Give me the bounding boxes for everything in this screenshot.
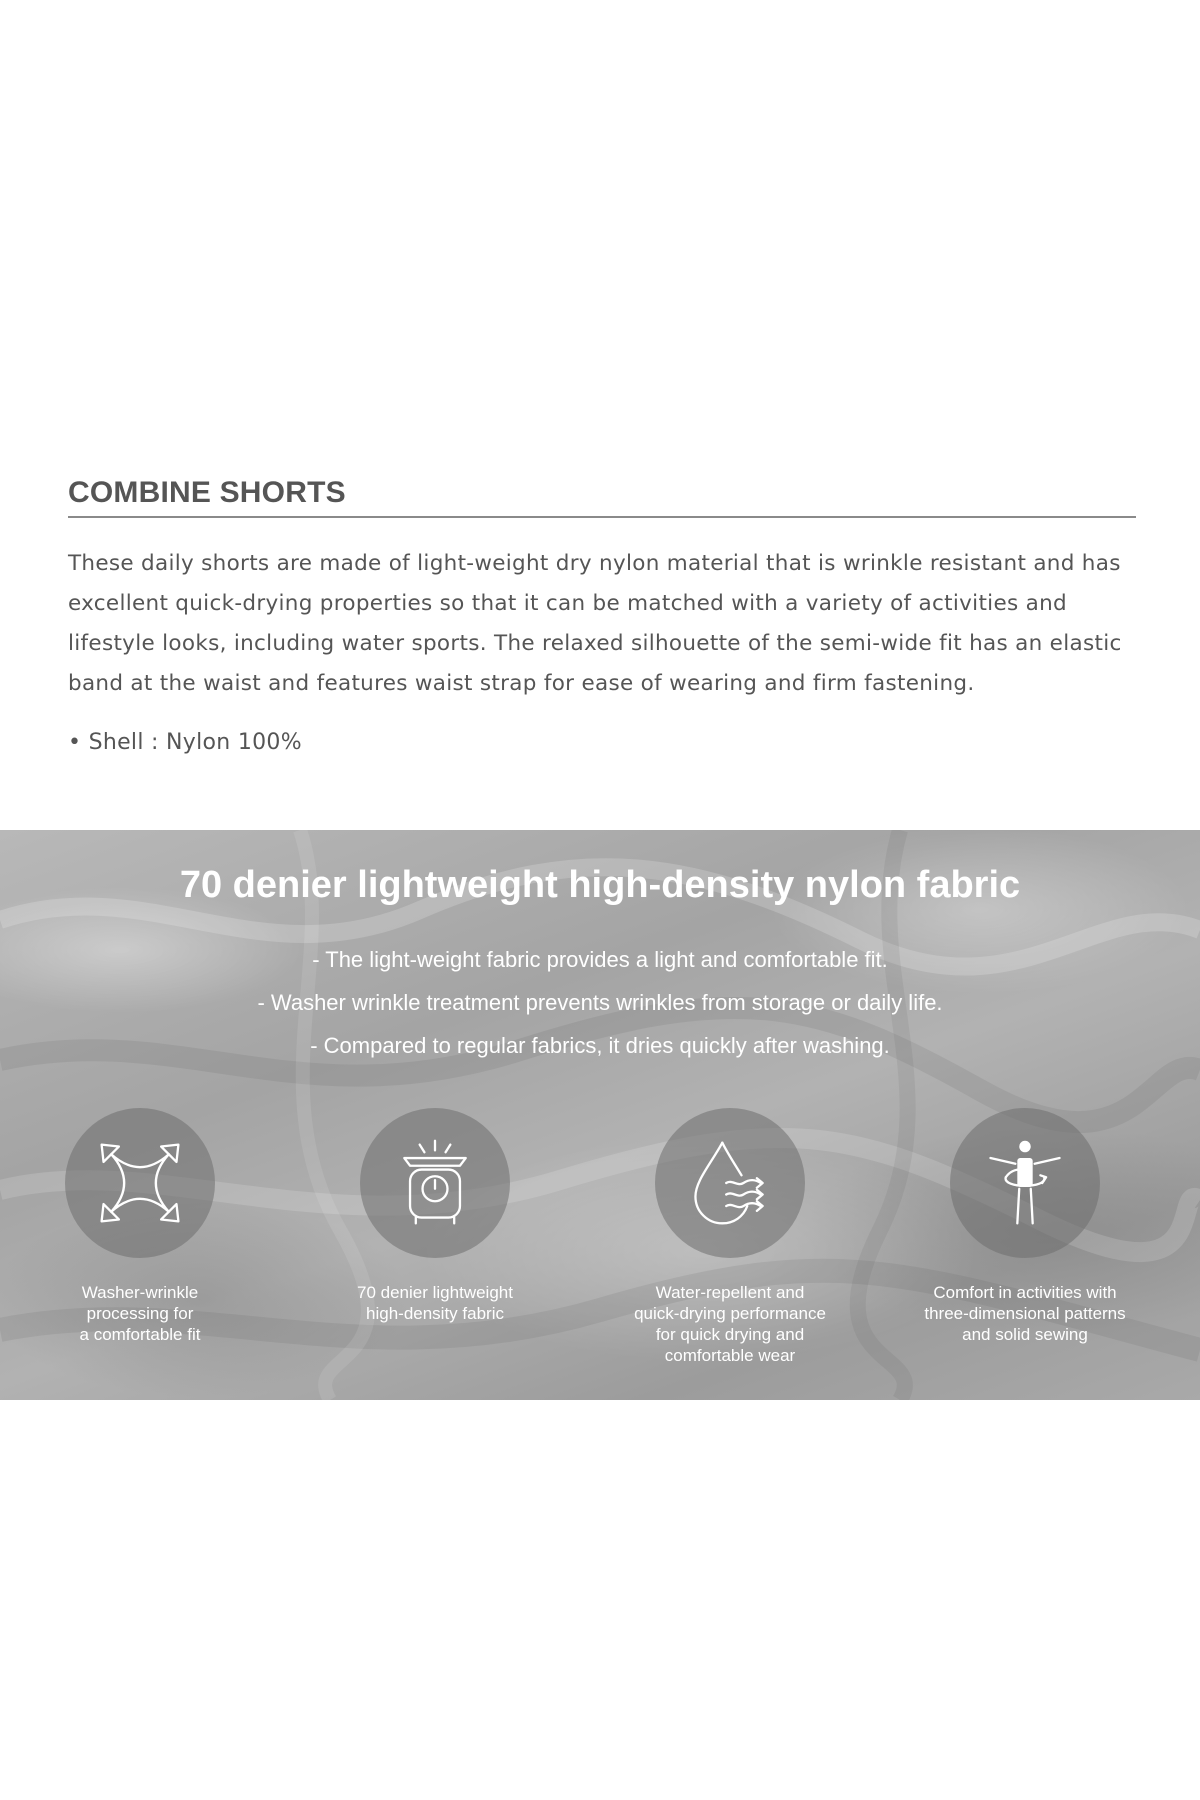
feature-caption: Washer-wrinkle processing for a comfortable fit (79, 1283, 201, 1344)
feature-circle (655, 1108, 805, 1258)
material-spec: • Shell : Nylon 100% (68, 730, 302, 755)
stretch-arrows-icon (92, 1135, 188, 1231)
body-rotation-icon (977, 1135, 1073, 1231)
feature-item-comfort (905, 1108, 1145, 1345)
fabric-bullet: - Compared to regular fabrics, it dries quickly after washing. (310, 1033, 890, 1058)
product-title: COMBINE SHORTS (68, 474, 1136, 518)
feature-circle (65, 1108, 215, 1258)
feature-caption: Comfort in activities with three-dimensional patterns and solid sewing (924, 1283, 1126, 1344)
feature-item-wrinkle (20, 1108, 260, 1345)
feature-circle (360, 1108, 510, 1258)
product-info-section (68, 474, 1136, 755)
scale-icon (387, 1135, 483, 1231)
fabric-bullet: - The light-weight fabric provides a light and comfortable fit. (312, 947, 888, 972)
feature-icons-row (0, 1108, 1200, 1398)
product-description: These daily shorts are made of light-weight dry nylon material that is wrinkle resistant and has excellent quick-drying properties so that it can be matched with a variety of activities and lifestyle looks, including water sports. The relaxed silhouette of the semi-wide fit has an elastic band at the waist and features waist strap for ease of wearing and firm fastening. (68, 551, 1122, 696)
feature-caption: Water-repellent and quick-drying performance for quick drying and comfortable wear (634, 1283, 826, 1365)
feature-item-water (610, 1108, 850, 1366)
feature-item-denier (315, 1108, 555, 1324)
fabric-feature-banner (0, 830, 1200, 1400)
fabric-heading: 70 denier lightweight high-density nylon fabric (179, 864, 1021, 906)
water-drop-icon (682, 1135, 778, 1231)
feature-circle (950, 1108, 1100, 1258)
fabric-bullet-list (0, 938, 1200, 1067)
fabric-bullet: - Washer wrinkle treatment prevents wrinkles from storage or daily life. (257, 990, 943, 1015)
feature-caption: 70 denier lightweight high-density fabric (357, 1283, 513, 1323)
